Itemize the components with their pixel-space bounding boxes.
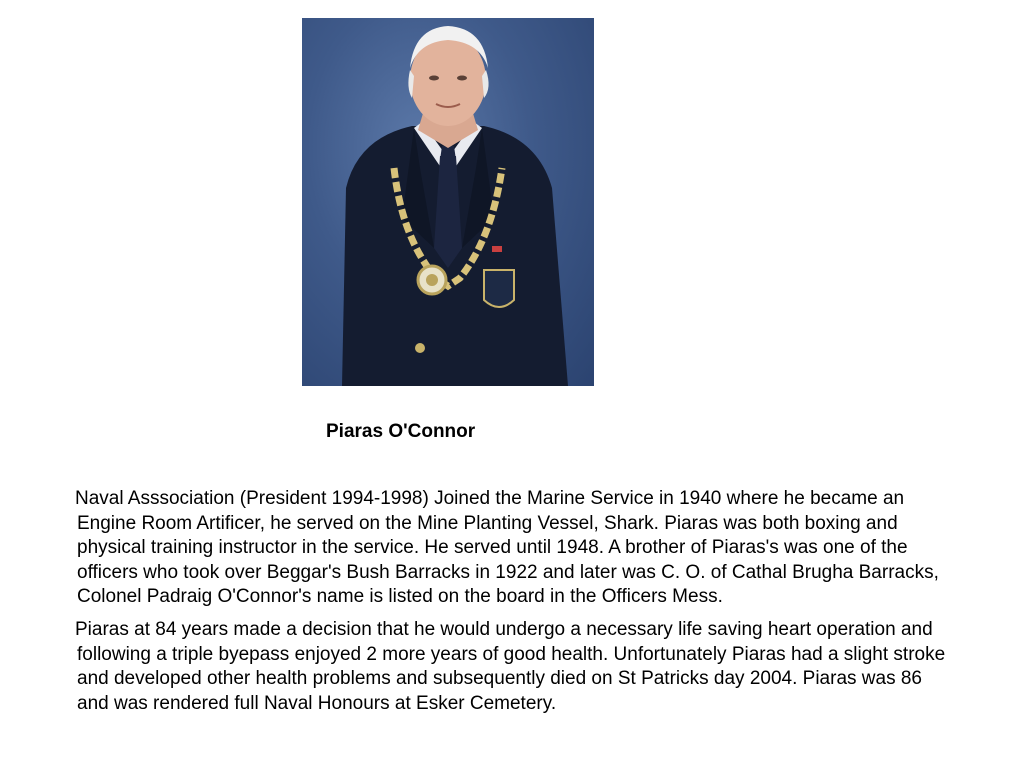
biography-paragraph: Piaras at 84 years made a decision that he would undergo a necessary life saving heart operation and following a triple byepass enjoyed 2 more years of good health. Unfortunately Piaras had a slight stroke and developed other health problems and subsequently died on St Patricks day 2004. Piaras was 86 and was rendered full Naval Honours at Esker Cemetery. — [75, 618, 946, 714]
biography-text — [59, 487, 949, 724]
portrait-photo — [302, 18, 594, 386]
photo-caption: Piaras O'Connor — [326, 421, 476, 442]
biography-paragraph: Naval Asssociation (President 1994-1998) Joined the Marine Service in 1940 where he became an Engine Room Artificer, he served on the Mine Planting Vessel, Shark. Piaras was both boxing and physical training instructor in the service. He served until 1948. A brother of Piaras's was one of the officers who took over Beggar's Bush Barracks in 1922 and later was C. O. of Cathal Brugha Barracks, Colonel Padraig O'Connor's name is listed on the board in the Officers Mess. — [75, 488, 939, 608]
portrait-illustration — [302, 18, 594, 386]
